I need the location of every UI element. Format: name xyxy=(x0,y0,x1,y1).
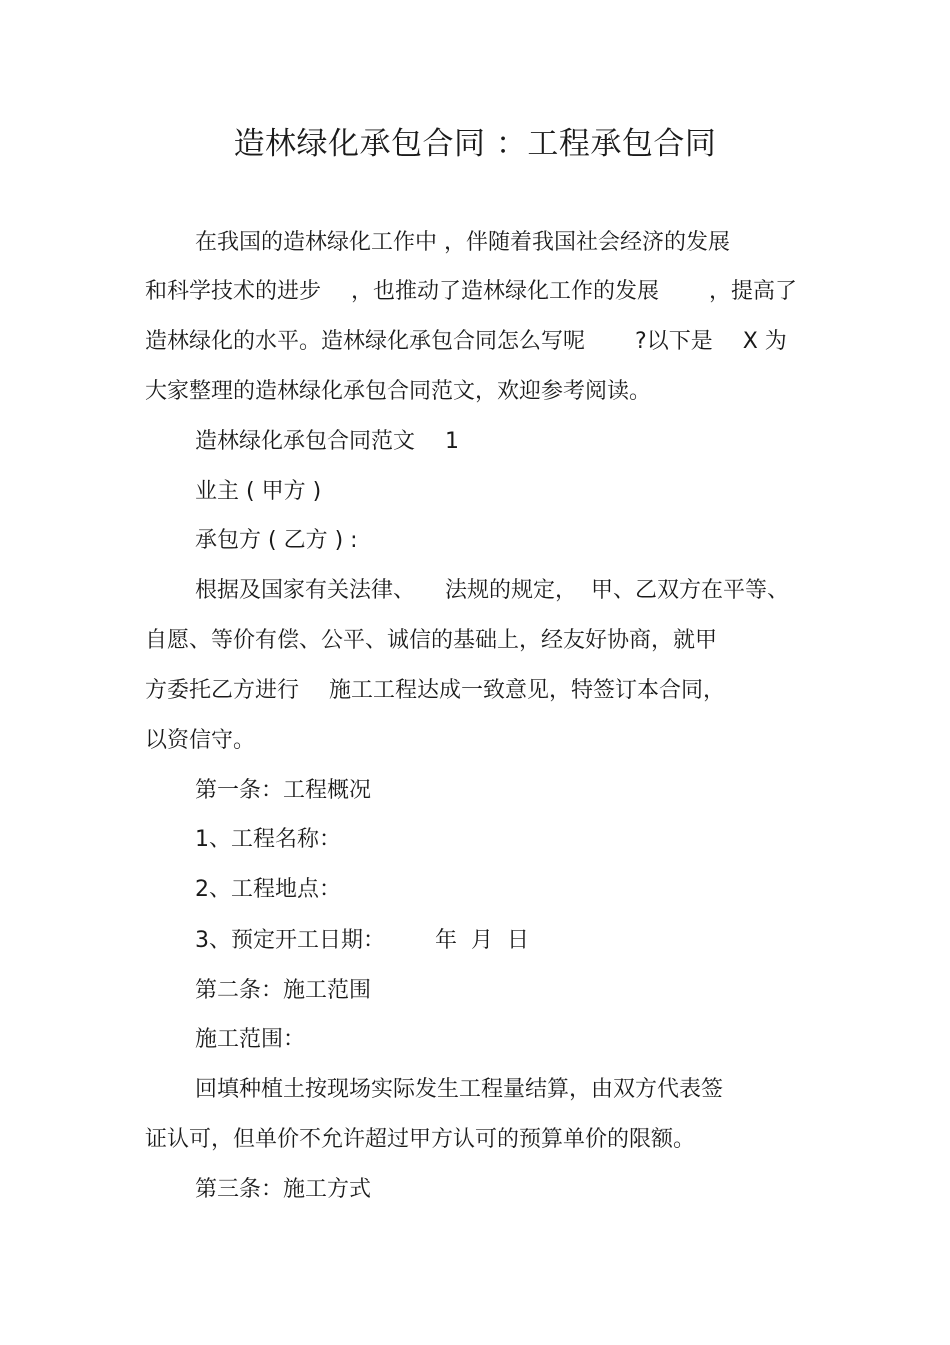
document-title: 造林绿化承包合同 ：工程承包合同 xyxy=(233,126,717,162)
sample-number: 1 xyxy=(445,429,460,454)
start-date-label: 3、预定开工日期： xyxy=(195,928,385,953)
basis-line-1 xyxy=(195,576,789,606)
intro-line-2 xyxy=(145,277,797,307)
intro-line-4: 大家整理的造林绿化承包合同范文，欢迎参考阅读。 xyxy=(145,379,652,404)
basis-line-1b: 法规的规定， xyxy=(445,578,578,603)
article-1-item-1: 1、工程名称： xyxy=(195,827,341,852)
article-2-line-2: 证认可，但单价不允许超过甲方认可的预算单价的限额。 xyxy=(145,1127,696,1152)
intro-line-3c: X 为 xyxy=(742,329,787,354)
basis-line-3b: 施工工程达成一致意见，特签订本合同， xyxy=(329,678,726,703)
basis-line-3 xyxy=(145,676,725,706)
intro-line-1: 在我国的造林绿化工作中 ，伴随着我国社会经济的发展 xyxy=(195,230,730,255)
article-2-heading: 第二条：施工范围 xyxy=(195,978,372,1003)
article-1-item-2: 2、工程地点： xyxy=(195,877,341,902)
article-2-label: 施工范围： xyxy=(195,1027,306,1052)
intro-line-3 xyxy=(145,327,787,357)
basis-line-1c: 甲、乙双方在平等、 xyxy=(591,578,790,603)
basis-line-2: 自愿、等价有偿、公平、诚信的基础上，经友好协商，就甲 xyxy=(145,628,718,653)
intro-line-2c: ，提高了 xyxy=(709,279,798,304)
basis-line-3a: 方委托乙方进行 xyxy=(145,678,300,703)
owner-line: 业主 ( 甲方 ) xyxy=(195,479,322,504)
basis-line-4: 以资信守。 xyxy=(145,728,256,753)
start-date-year: 年 xyxy=(435,928,458,953)
intro-line-3a: 造林绿化的水平。造林绿化承包合同怎么写呢 xyxy=(145,329,586,354)
sample-heading-text: 造林绿化承包合同范文 xyxy=(195,429,416,454)
start-date-month: 月 xyxy=(471,928,494,953)
article-3-heading: 第三条：施工方式 xyxy=(195,1177,372,1202)
article-1-item-3 xyxy=(195,926,529,956)
article-2-line-1: 回填种植土按现场实际发生工程量结算，由双方代表签 xyxy=(195,1077,724,1102)
sample-heading xyxy=(195,427,459,457)
contractor-line: 承包方 ( 乙方 ) : xyxy=(195,528,358,553)
intro-line-2b: ，也推动了造林绿化工作的发展 xyxy=(351,279,660,304)
intro-line-3b: ?以下是 xyxy=(635,329,713,354)
basis-line-1a: 根据及国家有关法律、 xyxy=(195,578,416,603)
article-1-heading: 第一条：工程概况 xyxy=(195,778,372,803)
start-date-day: 日 xyxy=(507,928,530,953)
intro-line-2a: 和科学技术的进步 xyxy=(145,279,322,304)
